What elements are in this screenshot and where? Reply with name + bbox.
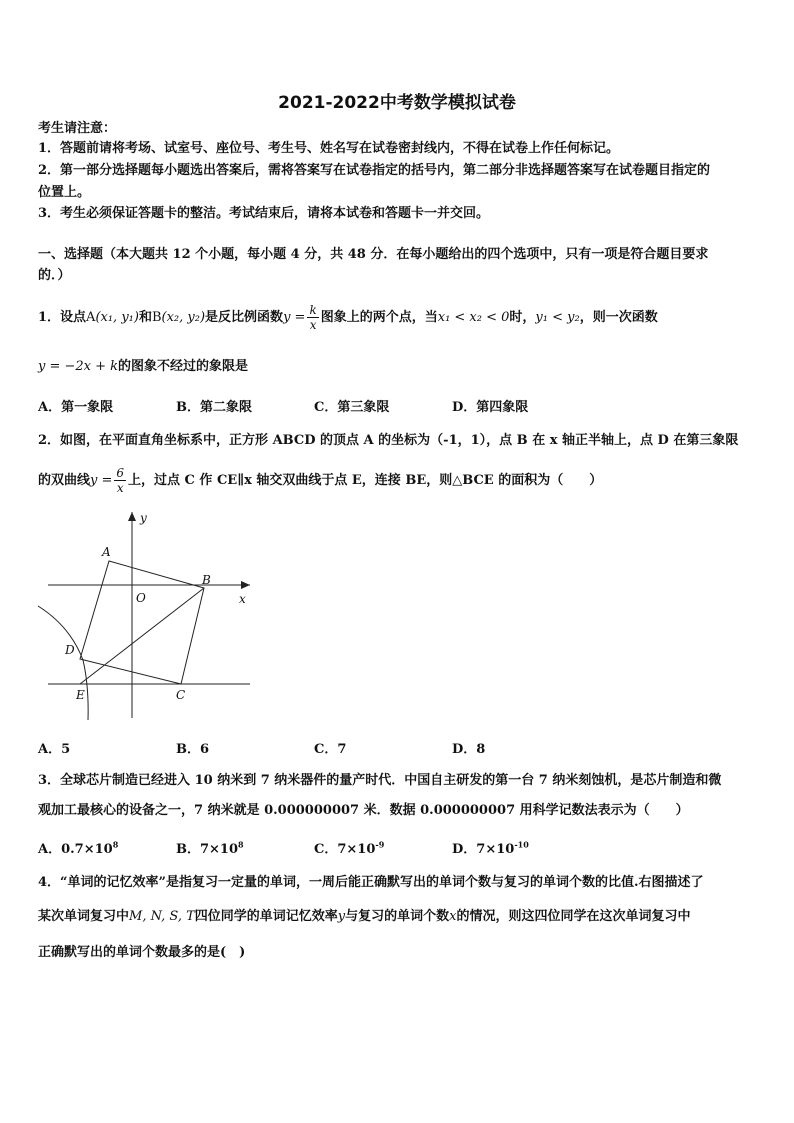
q1-line-equation: y = −2x + k xyxy=(38,359,119,374)
notice-item-2-cont: 位置上。 xyxy=(38,185,91,200)
q3-option-d-base: D．7×10 xyxy=(452,842,515,857)
section-heading: 一、选择题（本大题共 12 个小题，每小题 4 分，共 48 分．在每小题给出的四个选项中，只有一项是符合题目要求 xyxy=(38,247,709,262)
q1-text: 是反比例函数 xyxy=(205,310,284,325)
q2-option-d[interactable]: D．8 xyxy=(452,742,486,757)
q2-text: 上，过点 C 作 CE∥x 轴交双曲线于点 E，连接 BE，则△BCE 的面积为（ ） xyxy=(128,473,603,488)
label-e: E xyxy=(76,688,85,702)
question-1-stem-cont xyxy=(38,358,758,376)
q1-text: 时， xyxy=(509,310,536,325)
label-c: C xyxy=(176,688,186,702)
q4-text: 与复习的单词个数 xyxy=(345,909,450,924)
q1-text: 1．设点 xyxy=(38,310,87,325)
q3-option-c[interactable] xyxy=(314,838,384,857)
question-2-stem-cont xyxy=(38,466,758,495)
q1-point-a-coord: (x₁, y₁) xyxy=(95,310,139,325)
hyperbola-branch xyxy=(38,606,88,720)
q3-option-d-exp: -10 xyxy=(514,839,529,850)
q2-fraction-numerator: 6 xyxy=(116,466,125,480)
q2-figure xyxy=(36,508,256,723)
q3-option-c-exp: -9 xyxy=(375,839,385,850)
q2-option-b[interactable]: B．6 xyxy=(176,742,210,757)
q2-fraction-denominator: x xyxy=(116,481,124,495)
notice-item-3: 3．考生必须保证答题卡的整洁。考试结束后，请将本试卷和答题卡一并交回。 xyxy=(38,206,490,221)
label-d: D xyxy=(65,643,75,657)
q1-function-lhs: y = xyxy=(283,310,306,325)
label-a: A xyxy=(102,545,111,559)
q4-text: 的情况，则这四位同学在这次单词复习中 xyxy=(456,909,691,924)
question-4-stem: 4．“单词的记忆效率”是指复习一定量的单词，一周后能正确默写出的单词个数与复习的单词个数的比值.右图描述了 xyxy=(38,875,704,890)
x-axis-arrow xyxy=(241,581,250,589)
question-2-stem: 2．如图，在平面直角坐标系中，正方形 ABCD 的顶点 A 的坐标为（-1，1），点 B 在 x 轴正半轴上，点 D 在第三象限 xyxy=(38,433,739,448)
page-title: 2021-2022中考数学模拟试卷 xyxy=(278,93,516,113)
question-3-stem: 3．全球芯片制造已经进入 10 纳米到 7 纳米器件的量产时代．中国自主研发的第一台 7 纳米刻蚀机，是芯片制造和微 xyxy=(38,773,722,788)
label-x: x xyxy=(239,592,246,606)
q1-text: ，则一次函数 xyxy=(579,310,658,325)
q1-option-a[interactable]: A．第一象限 xyxy=(38,400,114,415)
y-axis-arrow xyxy=(128,512,136,521)
q4-var-x: x xyxy=(449,909,457,924)
notice-item-1: 1．答题前请将考场、试室号、座位号、考生号、姓名写在试卷密封线内，不得在试卷上作任何标记。 xyxy=(38,141,620,156)
q3-option-a-exp: 8 xyxy=(112,839,119,850)
notice-heading: 考生请注意： xyxy=(38,121,117,136)
q1-text: 图象上的两个点，当 xyxy=(320,310,438,325)
q3-option-b-base: B．7×10 xyxy=(176,842,239,857)
question-3-stem-cont: 观加工最核心的设备之一，7 纳米就是 0.000000007 米．数据 0.000000007 用科学记数法表示为（ ） xyxy=(38,803,689,818)
q2-function-lhs: y = xyxy=(90,473,113,488)
q3-option-c-base: C．7×10 xyxy=(314,842,376,857)
q2-text: 的双曲线 xyxy=(38,473,91,488)
q4-student-vars: M, N, S, T xyxy=(129,909,195,924)
q1-option-d[interactable]: D．第四象限 xyxy=(452,400,529,415)
label-y: y xyxy=(140,511,147,525)
question-4-stem-end: 正确默写出的单词个数最多的是( ) xyxy=(38,945,246,960)
q1-fraction xyxy=(307,303,318,332)
q1-text: 和 xyxy=(138,310,152,325)
square-abcd xyxy=(80,561,204,684)
q4-var-y: y xyxy=(337,909,346,924)
q1-point-a: A xyxy=(86,310,96,325)
q1-point-b: B xyxy=(151,310,162,325)
section-heading-cont: 的．） xyxy=(38,268,71,283)
label-b: B xyxy=(202,573,211,587)
q2-option-c[interactable]: C．7 xyxy=(314,742,347,757)
q1-point-b-coord: (x₂, y₂) xyxy=(161,310,206,325)
question-4-stem-cont xyxy=(38,908,758,926)
q3-option-d[interactable] xyxy=(452,838,529,857)
q3-option-a-base: A．0.7×10 xyxy=(38,842,113,857)
q3-option-b-exp: 8 xyxy=(238,839,244,850)
q1-option-c[interactable]: C．第三象限 xyxy=(314,400,390,415)
q1-condition-x: x₁ < x₂ < 0 xyxy=(437,310,510,325)
q1-fraction-denominator: x xyxy=(309,318,317,332)
label-o: O xyxy=(136,591,146,605)
q4-text: 四位同学的单词记忆效率 xyxy=(194,909,338,924)
question-1-stem xyxy=(38,303,758,332)
notice-item-2: 2．第一部分选择题每小题选出答案后，需将答案写在试卷指定的括号内，第二部分非选择题答案写在试卷题目指定的 xyxy=(38,163,711,178)
q1-condition-y: y₁ < y₂ xyxy=(535,310,580,325)
q4-text: 某次单词复习中 xyxy=(38,909,130,924)
q1-text: 的图象不经过的象限是 xyxy=(118,359,249,374)
q2-option-a[interactable]: A．5 xyxy=(38,742,71,757)
q1-fraction-numerator: k xyxy=(309,303,317,317)
q3-option-b[interactable] xyxy=(176,838,244,857)
q1-option-b[interactable]: B．第二象限 xyxy=(176,400,252,415)
q3-option-a[interactable] xyxy=(38,838,118,857)
q2-fraction xyxy=(114,466,126,495)
